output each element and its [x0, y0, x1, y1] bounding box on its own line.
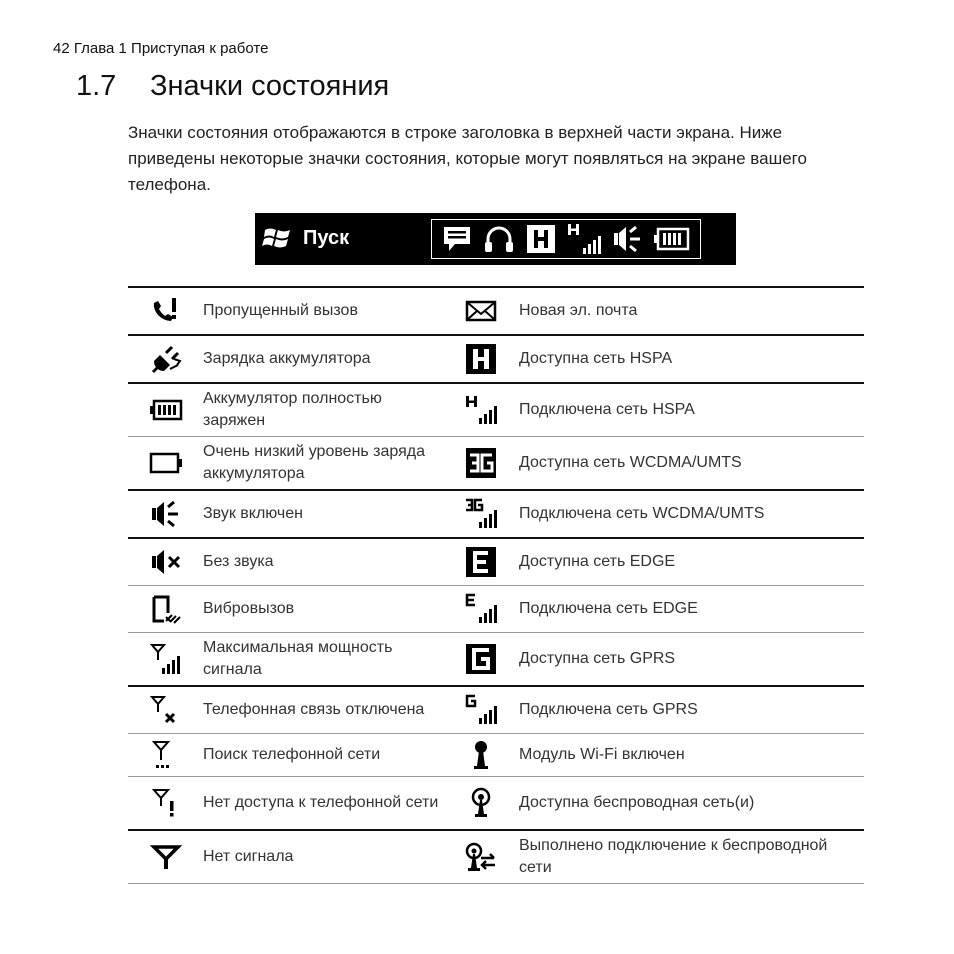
row-9-right-label: Подключена сеть GPRS — [519, 701, 698, 718]
section-title-text: Значки состояния — [150, 70, 390, 102]
gprs-available-icon — [465, 643, 497, 675]
row-2-left-label: Зарядка аккумулятора — [203, 350, 371, 367]
edge-connected-icon — [465, 593, 497, 625]
row-2-right-label: Доступна сеть HSPA — [519, 350, 673, 367]
table-row — [128, 490, 864, 538]
edge-available-icon — [465, 546, 497, 578]
table-row — [128, 287, 864, 335]
table-row — [128, 777, 864, 831]
start-label: Пуск — [303, 226, 350, 249]
table-row — [128, 538, 864, 586]
row-11-left-label: Нет доступа к телефонной сети — [203, 794, 439, 811]
table-row — [128, 633, 864, 687]
row-8-left-label: Максимальная мощность сигнала — [203, 639, 393, 678]
table-row — [128, 383, 864, 437]
table-row — [128, 830, 864, 884]
row-1-left-label: Пропущенный вызов — [203, 287, 443, 335]
wifi-available-icon — [465, 787, 497, 819]
hspa-icon — [525, 224, 557, 254]
hspa-available-icon — [465, 343, 497, 375]
title-bar-example — [255, 213, 736, 265]
row-6-right-label: Доступна сеть EDGE — [519, 553, 676, 570]
row-3-left-label: Аккумулятор полностью заряжен — [203, 390, 382, 429]
wifi-on-icon — [465, 739, 497, 771]
mute-icon — [150, 547, 182, 577]
sound-on-icon — [150, 499, 182, 529]
headset-icon — [482, 224, 516, 254]
email-icon — [465, 299, 497, 323]
table-row — [128, 586, 864, 633]
row-4-right-label: Доступна сеть WCDMA/UMTS — [519, 454, 742, 471]
sound-on-icon — [612, 224, 644, 254]
section-title — [76, 70, 389, 103]
no-network-access-icon — [150, 787, 182, 819]
row-5-right-label: Подключена сеть WCDMA/UMTS — [519, 505, 765, 522]
row-8-right-label: Доступна сеть GPRS — [519, 650, 676, 667]
row-12-right-label: Выполнено подключение к беспроводной сети — [519, 837, 828, 876]
row-4-left-label: Очень низкий уровень заряда аккумулятора — [203, 443, 426, 482]
row-3-right-label: Подключена сеть HSPA — [519, 401, 695, 418]
row-5-left-label: Звук включен — [203, 505, 303, 522]
row-1-right-label: Новая эл. почта — [519, 287, 864, 335]
hspa-connected-icon — [567, 222, 603, 256]
windows-logo-icon — [261, 224, 295, 252]
table-row — [128, 734, 864, 777]
searching-network-icon — [150, 739, 182, 771]
signal-max-icon — [150, 642, 182, 676]
hspa-connected-icon — [465, 394, 497, 426]
message-icon — [441, 224, 473, 254]
start-menu — [261, 223, 349, 253]
row-11-right-label: Доступна беспроводная сеть(и) — [519, 794, 755, 811]
row-10-left-label: Поиск телефонной сети — [203, 746, 381, 763]
intro-paragraph: Значки состояния отображаются в строке заголовка в верхней части экрана. Ниже приведены некоторые значки состояния, которые могут появляться на экране вашего телефона. — [128, 123, 807, 194]
status-icon-tray — [431, 219, 701, 259]
row-7-right-label: Подключена сеть EDGE — [519, 600, 698, 617]
table-row — [128, 335, 864, 383]
no-signal-icon — [150, 841, 182, 873]
charging-icon — [150, 343, 182, 375]
3g-available-icon — [465, 447, 497, 479]
phone-off-icon — [150, 694, 182, 726]
row-10-right-label: Модуль Wi-Fi включен — [519, 746, 685, 763]
vibrate-icon — [150, 593, 182, 625]
battery-full-icon — [653, 226, 691, 252]
gprs-connected-icon — [465, 694, 497, 726]
3g-connected-icon — [465, 498, 497, 530]
row-6-left-label: Без звука — [203, 553, 274, 570]
wifi-connected-icon — [464, 841, 498, 873]
row-12-left-label: Нет сигнала — [203, 848, 294, 865]
section-number: 1.7 — [76, 70, 117, 102]
battery-full-icon — [149, 399, 183, 421]
page-header: 42 Глава 1 Приступая к работе — [53, 40, 269, 57]
status-icons-table — [128, 286, 864, 884]
table-row — [128, 437, 864, 491]
row-7-left-label: Вибровызов — [203, 600, 295, 617]
missed-call-icon — [150, 295, 182, 327]
battery-low-icon — [149, 452, 183, 474]
table-row — [128, 686, 864, 734]
row-9-left-label: Телефонная связь отключена — [203, 701, 425, 718]
